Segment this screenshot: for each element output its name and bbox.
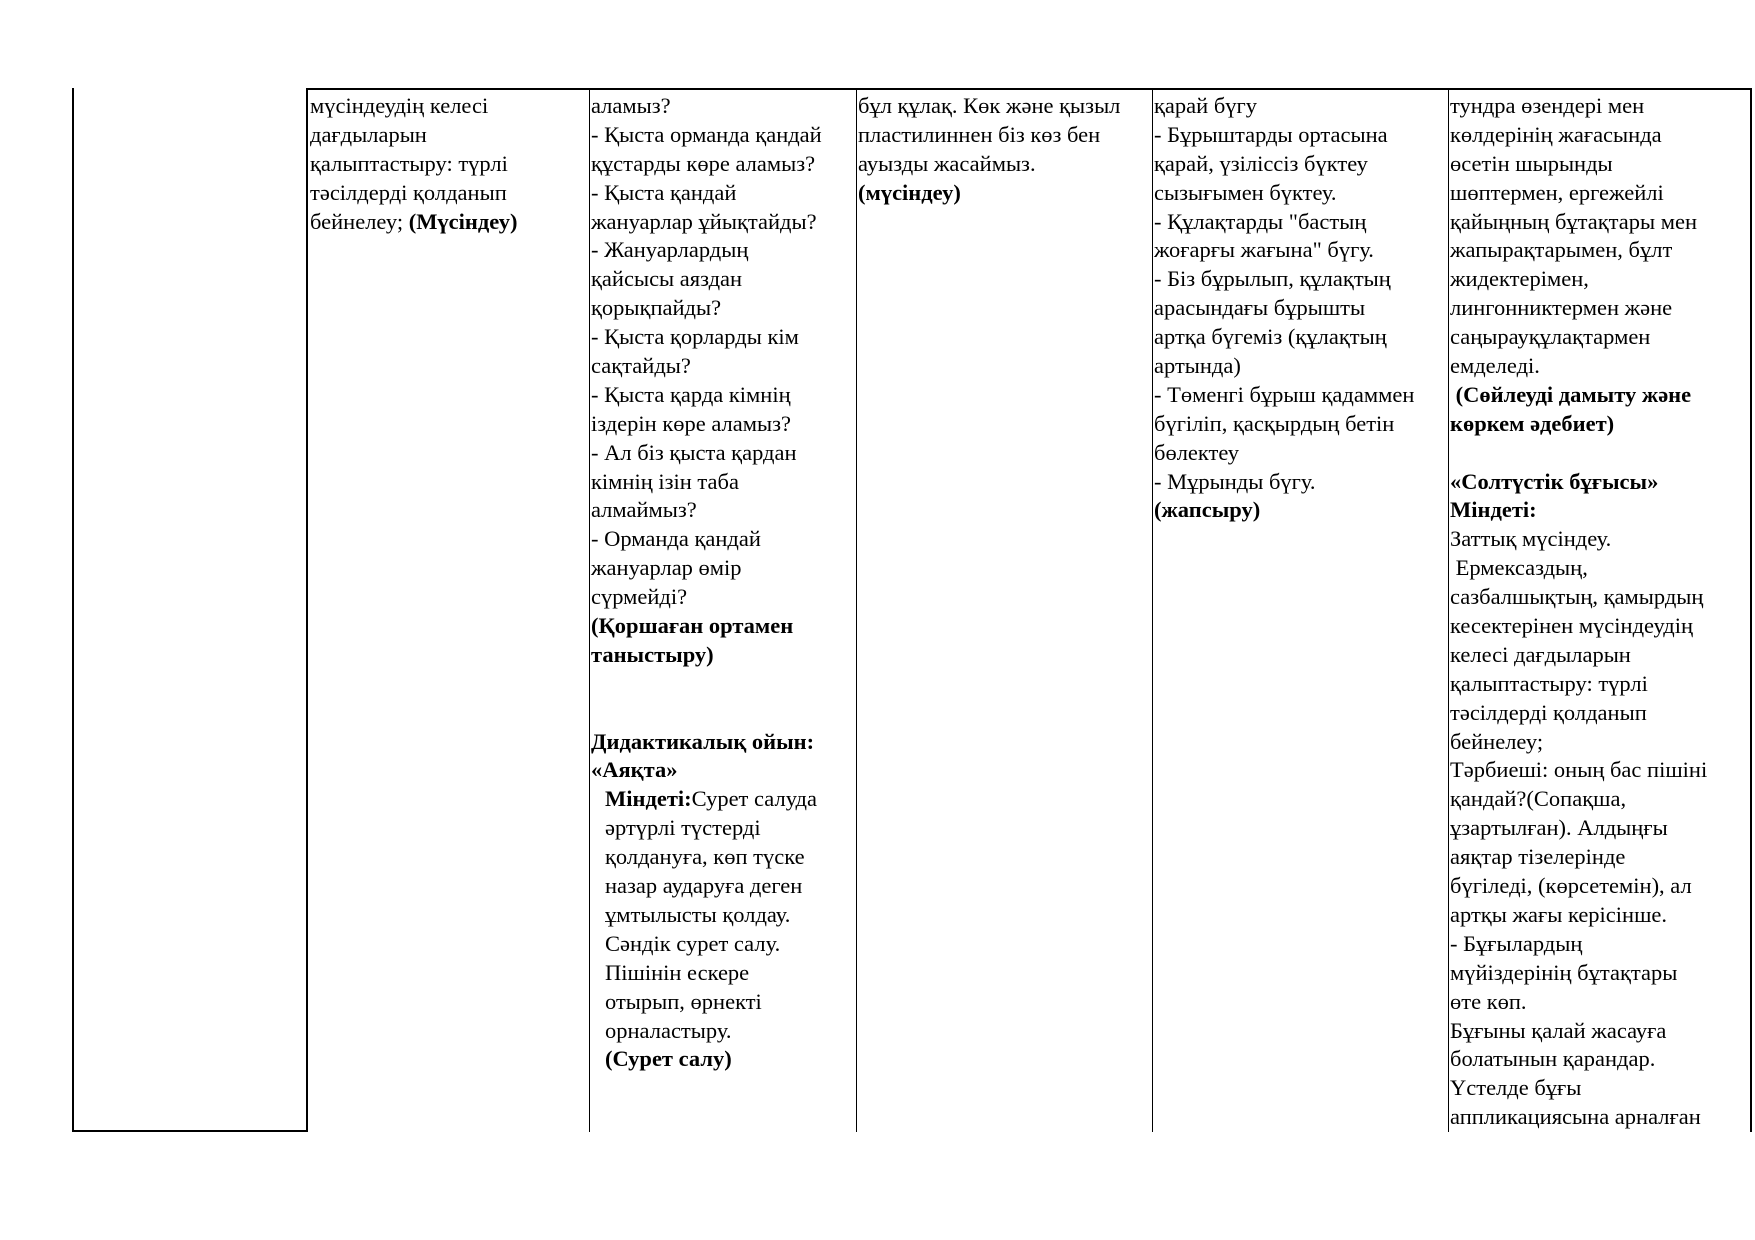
text-line: - Төменгі бұрыш қадаммен bbox=[1154, 381, 1415, 407]
text-line: лингонниктермен және bbox=[1450, 295, 1673, 321]
text-line: Ермексаздың, bbox=[1450, 555, 1588, 581]
text-line: артқа бүгеміз (құлақтың bbox=[1154, 324, 1387, 350]
text-line: көлдерінің жағасында bbox=[1450, 121, 1662, 147]
bottom-border-col1 bbox=[72, 1130, 308, 1132]
text-line: сызығымен бүктеу. bbox=[1154, 179, 1337, 205]
task-line: Пішінін ескере bbox=[605, 959, 750, 985]
game-title: «Солтүстік бұғысы» bbox=[1450, 468, 1659, 494]
cell-col4 bbox=[858, 92, 1150, 208]
text-line: қайыңның бұтақтары мен bbox=[1450, 208, 1698, 234]
text-line: - Жануарлардың bbox=[591, 237, 749, 263]
text-line: саңырауқұлақтармен bbox=[1450, 324, 1651, 350]
text-line: - Бұрыштарды ортасына bbox=[1154, 121, 1388, 147]
text-line: - Құлақтарды "бастың bbox=[1154, 208, 1367, 234]
text-line: аламыз? bbox=[591, 93, 671, 118]
text-line: құстарды көре аламыз? bbox=[591, 150, 816, 176]
divider-col3-col4 bbox=[856, 88, 857, 1132]
task-line: назар аударуға деген bbox=[605, 873, 803, 899]
text-line: болатынын қарандар. bbox=[1450, 1046, 1656, 1072]
text-line: бүгіліп, қасқырдың бетін bbox=[1154, 410, 1395, 436]
text-line: тәсілдерді қолданып bbox=[1450, 699, 1647, 725]
cell-col5 bbox=[1154, 92, 1446, 525]
activity-label: (Сурет салу) bbox=[605, 1046, 732, 1072]
text-line: өсетін шырынды bbox=[1450, 150, 1613, 176]
text-line: алмаймыз? bbox=[591, 497, 697, 523]
blank-line bbox=[1450, 439, 1748, 468]
text-line: қалыптастыру: түрлі bbox=[310, 150, 508, 176]
activity-label: көркем әдебиет) bbox=[1450, 410, 1615, 436]
text-line: - Қыста орманда қандай bbox=[591, 121, 822, 147]
text-line: қорықпайды? bbox=[591, 295, 722, 321]
text-line: шөптермен, ергежейлі bbox=[1450, 179, 1664, 205]
text-line: қалыптастыру: түрлі bbox=[1450, 670, 1648, 696]
text-line: - Орманда қандай bbox=[591, 526, 761, 552]
text-line: қайсысы аяздан bbox=[591, 266, 743, 292]
activity-label: (Мүсіндеу) bbox=[408, 208, 518, 234]
task-text: Сурет салуда bbox=[691, 786, 817, 812]
task-label: Міндеті: bbox=[1450, 497, 1537, 523]
text-line: жидектерімен, bbox=[1450, 266, 1589, 292]
text-line: - Қыста қорларды кім bbox=[591, 324, 799, 350]
text-line: жоғарғы жағына" бүгу. bbox=[1154, 237, 1374, 263]
text-line: бүгіледі, (көрсетемін), ал bbox=[1450, 873, 1692, 899]
task-line: Сәндік сурет салу. bbox=[605, 930, 781, 956]
activity-label: (жапсыру) bbox=[1154, 497, 1261, 523]
cell-col6 bbox=[1450, 92, 1748, 1132]
text-line: кесектерінен мүсіндеудің bbox=[1450, 613, 1694, 639]
cell-col3 bbox=[591, 92, 855, 1074]
top-border bbox=[306, 88, 1752, 90]
text-line: бұл құлақ. Көк және қызыл bbox=[858, 93, 1121, 118]
left-border-col1 bbox=[72, 88, 74, 1132]
text-line: пластилиннен біз көз бен bbox=[858, 121, 1101, 147]
text-line: арасындағы бұрышты bbox=[1154, 295, 1366, 321]
task-label: Міндеті: bbox=[605, 786, 692, 812]
text-line: ауызды жасаймыз. bbox=[858, 150, 1036, 176]
text-line: сүрмейді? bbox=[591, 584, 688, 610]
task-line: әртүрлі түстерді bbox=[605, 815, 761, 841]
text-plain: бейнелеу; bbox=[310, 208, 409, 234]
blank-line bbox=[591, 699, 855, 728]
task-line: орналастыру. bbox=[605, 1017, 732, 1043]
task-line: қолдануға, көп түске bbox=[605, 844, 805, 870]
text-line: аяқтар тізелерінде bbox=[1450, 844, 1626, 870]
text-line: - Қыста қандай bbox=[591, 179, 737, 205]
text-line: өте көп. bbox=[1450, 988, 1527, 1014]
divider-col1-col2 bbox=[306, 88, 308, 1132]
task-line bbox=[591, 785, 855, 814]
game-title: Дидактикалық ойын: bbox=[591, 728, 815, 754]
text-line: артқы жағы керісінше. bbox=[1450, 901, 1668, 927]
text-line: - Мұрынды бүгу. bbox=[1154, 468, 1316, 494]
game-title: «Аяқта» bbox=[591, 757, 678, 783]
text-line: жапырақтарымен, бұлт bbox=[1450, 237, 1673, 263]
text-line: келесі дағдыларын bbox=[1450, 641, 1631, 667]
text-line: қарай, үзіліссіз бүктеу bbox=[1154, 150, 1368, 176]
activity-label: (Сөйлеуді дамыту және bbox=[1450, 381, 1692, 407]
divider-col5-col6 bbox=[1448, 88, 1449, 1132]
activity-label: (мүсіндеу) bbox=[858, 179, 961, 205]
text-line: артында) bbox=[1154, 353, 1241, 379]
activity-label: (Қоршаған ортамен bbox=[591, 613, 794, 639]
divider-col4-col5 bbox=[1152, 88, 1153, 1132]
text-line: Заттық мүсіндеу. bbox=[1450, 526, 1612, 552]
task-line: ұмтылысты қолдау. bbox=[605, 901, 791, 927]
text-line: мүйіздерінің бұтақтары bbox=[1450, 959, 1678, 985]
text-line: мүсіндеудің келесі bbox=[310, 93, 489, 118]
text-line: Бұғыны қалай жасауға bbox=[1450, 1017, 1667, 1043]
text-line: аппликациясына арналған bbox=[1450, 1104, 1701, 1130]
text-line: жануарлар өмір bbox=[591, 555, 742, 581]
text-line: Үстелде бұғы bbox=[1450, 1075, 1582, 1101]
text-line: тәсілдерді қолданып bbox=[310, 179, 507, 205]
text-line: ұзартылған). Алдыңғы bbox=[1450, 815, 1668, 841]
text-line: сақтайды? bbox=[591, 353, 691, 379]
text-line: кімнің ізін таба bbox=[591, 468, 739, 494]
blank-line bbox=[591, 670, 855, 699]
text-line: - Біз бұрылып, құлақтың bbox=[1154, 266, 1391, 292]
text-line: дағдыларын bbox=[310, 121, 427, 147]
activity-label: таныстыру) bbox=[591, 641, 714, 667]
divider-col2-col3 bbox=[589, 88, 590, 1132]
text-line: бейнелеу; bbox=[1450, 728, 1544, 754]
cell-col2 bbox=[310, 92, 586, 236]
text-line: - Қыста қарда кімнің bbox=[591, 381, 791, 407]
text-line: Тәрбиеші: оның бас пішіні bbox=[1450, 757, 1708, 783]
text-line: - Ал біз қыста қардан bbox=[591, 439, 797, 465]
text-line bbox=[310, 208, 586, 237]
text-line: қарай бүгу bbox=[1154, 93, 1257, 118]
text-line: сазбалшықтың, қамырдың bbox=[1450, 584, 1704, 610]
text-line: қандай?(Сопақша, bbox=[1450, 786, 1627, 812]
task-line: отырып, өрнекті bbox=[605, 988, 762, 1014]
text-line: - Бұғылардың bbox=[1450, 930, 1583, 956]
text-line: бөлектеу bbox=[1154, 439, 1240, 465]
text-line: тундра өзендері мен bbox=[1450, 93, 1645, 118]
text-line: іздерін көре аламыз? bbox=[591, 410, 792, 436]
text-line: жануарлар ұйықтайды? bbox=[591, 208, 817, 234]
text-line: емделеді. bbox=[1450, 353, 1540, 379]
right-border bbox=[1750, 88, 1752, 1132]
